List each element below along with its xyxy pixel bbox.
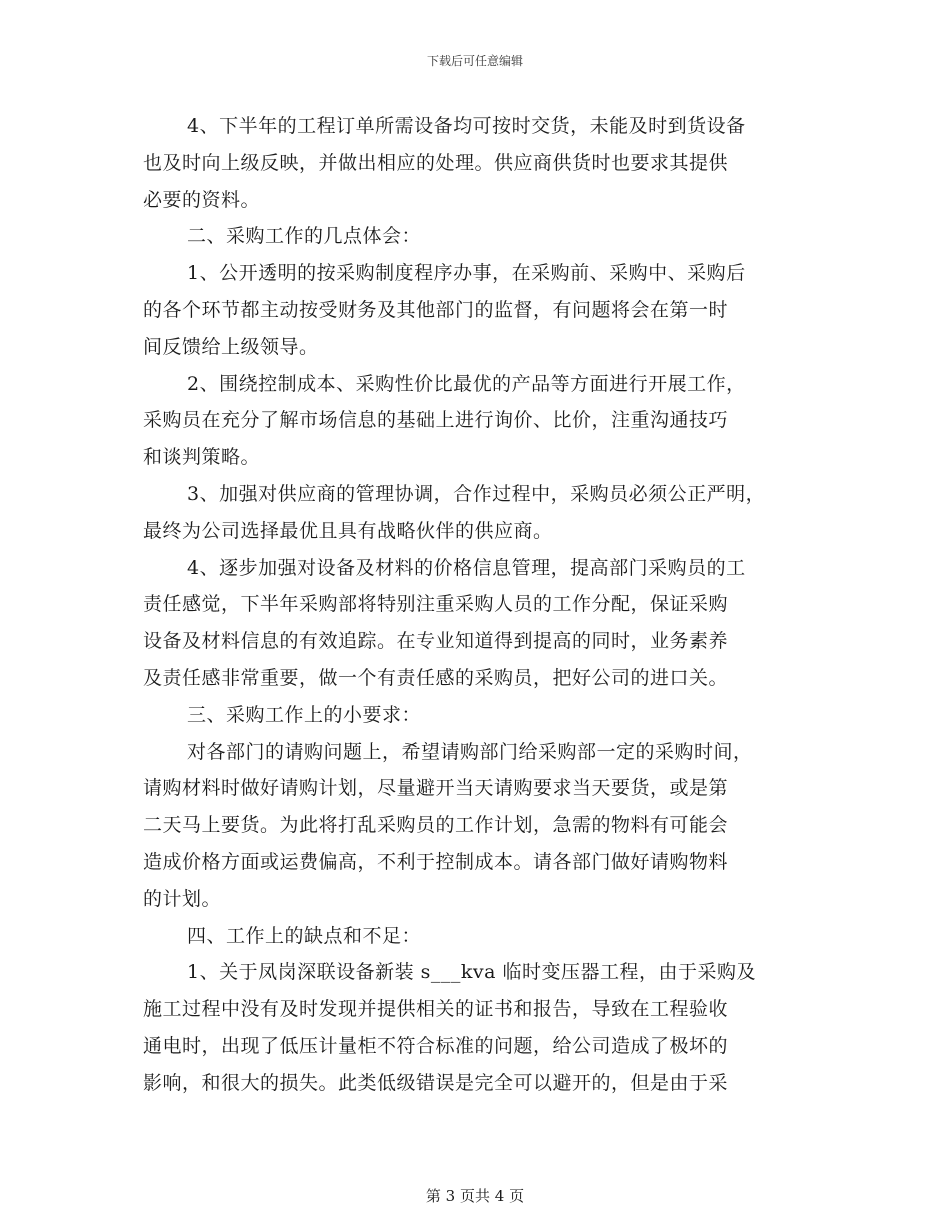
section-heading-shortcomings	[143, 918, 808, 955]
paragraph-line: 请购材料时做好请购计划，尽量避开当天请购要求当天要货，或是第	[143, 777, 729, 800]
paragraph-line: 通电时，出现了低压计量柜不符合标准的问题，给公司造成了极坏的	[143, 1034, 729, 1057]
paragraph-line: 间反馈给上级领导。	[143, 335, 319, 358]
paragraph-line: 设备及材料信息的有效追踪。在专业知道得到提高的同时，业务素养	[143, 630, 729, 653]
paragraph-line: 及责任感非常重要，做一个有责任感的采购员，把好公司的进口关。	[143, 666, 729, 689]
paragraph-line: 二天马上要货。为此将打乱采购员的工作计划，急需的物料有可能会	[143, 814, 729, 837]
paragraph-line: 和谈判策略。	[143, 446, 261, 469]
paragraph-line: 4、逐步加强对设备及材料的价格信息管理，提高部门采购员的工	[187, 556, 746, 579]
paragraph-supplier-management	[143, 476, 808, 550]
paragraph-transformer-project	[143, 954, 808, 1101]
paragraph-line: 必要的资料。	[143, 188, 261, 211]
paragraph-line: 的计划。	[143, 887, 222, 910]
page-header: 下载后可任意编辑	[426, 54, 523, 68]
paragraph-line: 施工过程中没有及时发现并提供相关的证书和报告，导致在工程验收	[143, 998, 729, 1021]
paragraph-line: 责任感觉，下半年采购部将特别注重采购人员的工作分配，保证采购	[143, 593, 729, 616]
paragraph-line: 1、关于凤岗深联设备新装 s___kva 临时变压器工程，由于采购及	[187, 961, 756, 984]
paragraph-line: 采购员在充分了解市场信息的基础上进行询价、比价，注重沟通技巧	[143, 409, 729, 432]
paragraph-line: 影响，和很大的损失。此类低级错误是完全可以避开的，但是由于采	[143, 1071, 729, 1094]
paragraph-line: 4、下半年的工程订单所需设备均可按时交货，未能及时到货设备	[187, 115, 746, 137]
document-body	[143, 108, 808, 1102]
paragraph-line: 造成价格方面或运费偏高，不利于控制成本。请各部门做好请购物料	[143, 850, 729, 873]
paragraph-price-information	[143, 550, 808, 697]
paragraph-cost-control	[143, 366, 808, 476]
heading-line: 二、采购工作的几点体会：	[187, 225, 422, 248]
section-heading-requirements	[143, 697, 808, 734]
paragraph-line: 3、加强对供应商的管理协调，合作过程中，采购员必须公正严明，	[187, 482, 766, 505]
paragraph-transparency	[143, 255, 808, 365]
paragraph-line: 对各部门的请购问题上，希望请购部门给采购部一定的采购时间，	[187, 740, 753, 763]
paragraph-purchase-requests	[143, 734, 808, 918]
paragraph-line: 的各个环节都主动按受财务及其他部门的监督，有问题将会在第一时	[143, 298, 729, 321]
paragraph-line: 最终为公司选择最优且具有战略伙伴的供应商。	[143, 519, 553, 542]
heading-line: 三、采购工作上的小要求：	[187, 703, 422, 726]
page-number: 第 3 页共 4 页	[425, 1187, 525, 1205]
paragraph-line: 也及时向上级反映，并做出相应的处理。供应商供货时也要求其提供	[143, 151, 729, 174]
paragraph-line: 1、公开透明的按采购制度程序办事，在采购前、采购中、采购后	[187, 262, 746, 285]
paragraph-delivery	[143, 108, 808, 218]
paragraph-line: 2、围绕控制成本、采购性价比最优的产品等方面进行开展工作，	[187, 372, 746, 395]
section-heading-experience	[143, 218, 808, 255]
heading-line: 四、工作上的缺点和不足：	[187, 924, 422, 947]
